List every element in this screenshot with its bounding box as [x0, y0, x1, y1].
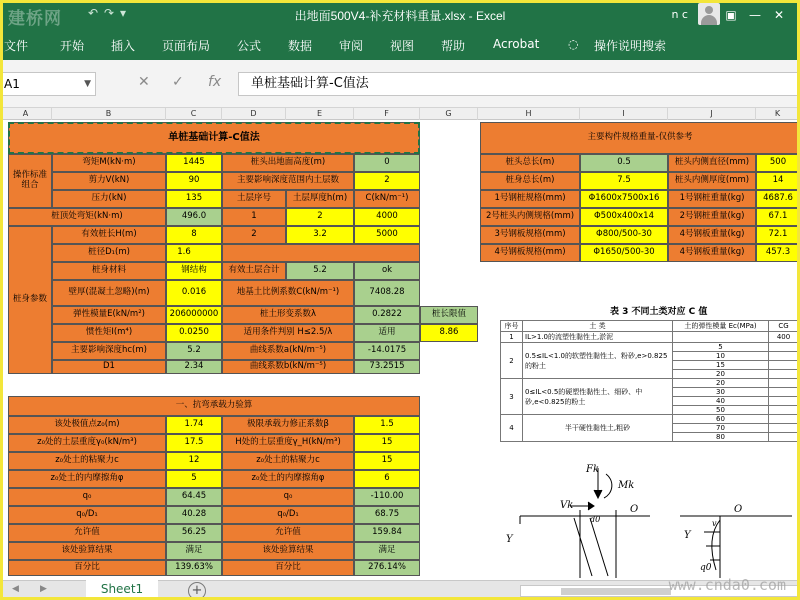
- curve-a-value[interactable]: -14.0175: [354, 342, 420, 360]
- watermark-logo: 建桥网: [8, 9, 62, 29]
- title-bar: [0, 0, 800, 30]
- inertia-value[interactable]: 0.0250: [166, 324, 222, 342]
- col-header-i[interactable]: I: [580, 108, 668, 120]
- redo-icon[interactable]: ↷: [104, 6, 115, 20]
- diagram-label-vk: Vk: [560, 500, 574, 511]
- gamma0-label[interactable]: z₀处的土层重度γ₀(kN/m³): [8, 434, 166, 452]
- rp-r1-b[interactable]: 0.5: [580, 154, 668, 172]
- close-icon[interactable]: ✕: [773, 8, 785, 22]
- window-title: 出地面500V4-补充材料重量.xlsx - Excel: [294, 9, 506, 23]
- top-moment-label[interactable]: 桩顶处弯矩(kN·m): [8, 208, 166, 226]
- inertia-label[interactable]: 惯性矩I(m⁴): [52, 324, 166, 342]
- rp-r4-b[interactable]: Φ500x400x14: [580, 208, 668, 226]
- cH-label[interactable]: z₀处土的粘聚力c: [222, 452, 354, 470]
- tab-page-layout[interactable]: 页面布局: [162, 39, 211, 53]
- phiH-label[interactable]: z₀处土的内摩擦角φ: [222, 470, 354, 488]
- add-sheet-icon[interactable]: +: [188, 582, 206, 600]
- deform-label[interactable]: 桩土形变系数λ: [222, 306, 354, 324]
- ribbon-display-icon[interactable]: ▣: [725, 8, 737, 22]
- tab-sheet1[interactable]: Sheet1: [86, 580, 158, 600]
- soil-row-val: 20: [673, 379, 769, 388]
- rp-r2-b[interactable]: 7.5: [580, 172, 668, 190]
- diam-value-text: 1.6: [177, 247, 191, 258]
- soil-row-no: 3: [501, 379, 523, 415]
- soil-row-val: [673, 332, 769, 343]
- tab-data[interactable]: 数据: [288, 39, 313, 53]
- col-header-f[interactable]: F: [354, 108, 420, 120]
- pct-value[interactable]: 139.63%: [166, 560, 222, 576]
- diagram-label-y2: Y: [684, 530, 691, 541]
- pile-height-value[interactable]: 0: [354, 154, 420, 172]
- qH-value[interactable]: -110.00: [354, 488, 420, 506]
- row2-seq[interactable]: 2: [222, 226, 286, 244]
- beta-label[interactable]: 极限承载力修正系数β: [222, 416, 354, 434]
- main-depth2-label[interactable]: 主要影响深度hc(m): [52, 342, 166, 360]
- diagram-label-o1: O: [630, 504, 639, 515]
- ground-c-label[interactable]: 地基土比例系数C(kN/m⁻¹): [222, 280, 354, 306]
- qD0-label[interactable]: q₀/D₁: [8, 506, 166, 524]
- res1-value[interactable]: 满足: [166, 542, 222, 560]
- d1-value[interactable]: 2.34: [166, 360, 222, 374]
- rp-r3-c[interactable]: 1号钢桩重量(kg): [668, 190, 756, 208]
- row2-c[interactable]: 5000: [354, 226, 420, 244]
- gammaH-label[interactable]: H处的土层重度γ_H(kN/m³): [222, 434, 354, 452]
- rp-r4-d[interactable]: 67.1: [756, 208, 800, 226]
- chevron-down-icon[interactable]: ▼: [84, 79, 91, 89]
- diam-value[interactable]: [166, 244, 222, 262]
- phi0-value[interactable]: 5: [166, 470, 222, 488]
- c0-value[interactable]: 12: [166, 452, 222, 470]
- material-value[interactable]: 钢结构: [166, 262, 222, 280]
- cond-label[interactable]: 适用条件判别 H≤2.5/λ: [222, 324, 354, 342]
- ribbon-tabs: [0, 30, 800, 60]
- q0-label[interactable]: q₀: [8, 488, 166, 506]
- soil-row-no: 4: [501, 415, 523, 442]
- rp-r6-a[interactable]: 4号钢板规格(mm): [480, 244, 580, 262]
- depth-zero-value[interactable]: 1.74: [166, 416, 222, 434]
- pile-height-label[interactable]: 桩头出地面高度(m): [222, 154, 354, 172]
- name-box-value: A1: [4, 77, 20, 91]
- qH-label[interactable]: q₀: [222, 488, 354, 506]
- formula-input[interactable]: 单桩基础计算-C值法: [238, 72, 800, 96]
- pct2-label[interactable]: 百分比: [222, 560, 354, 576]
- name-box[interactable]: [0, 72, 96, 96]
- soil-row-val: 70: [673, 424, 769, 433]
- pile-diagram-svg: [500, 458, 800, 580]
- col-header-h[interactable]: H: [478, 108, 580, 120]
- allow-value[interactable]: 56.25: [166, 524, 222, 542]
- rp-r3-a[interactable]: 1号钢桩规格(mm): [480, 190, 580, 208]
- moment-value[interactable]: 1445: [166, 154, 222, 172]
- pile-diagram-image: [500, 458, 800, 580]
- row2-thk[interactable]: 3.2: [286, 226, 354, 244]
- tab-view[interactable]: 视图: [390, 39, 415, 53]
- soil-row-type: IL>1.0的流塑性黏性土,淤泥: [523, 332, 673, 343]
- soil-row-val: 10: [673, 352, 769, 361]
- gammaH-value[interactable]: 15: [354, 434, 420, 452]
- soil-row-val: 20: [673, 370, 769, 379]
- soil-row-cg: 400: [769, 332, 799, 343]
- soil-thk-label[interactable]: 土层厚度h(m): [286, 190, 354, 208]
- minimize-icon[interactable]: —: [749, 8, 761, 22]
- main-depth-value[interactable]: 2: [354, 172, 420, 190]
- scroll-left-icon[interactable]: ◀: [12, 584, 19, 594]
- rp-r3-d[interactable]: 4687.6: [756, 190, 800, 208]
- col-header-e[interactable]: E: [286, 108, 354, 120]
- scrollbar-thumb[interactable]: [561, 588, 671, 595]
- top-moment-value[interactable]: 496.0: [166, 208, 222, 226]
- eff-total-label[interactable]: 有效土层合计: [222, 262, 286, 280]
- pressure-label[interactable]: 压力(kN): [52, 190, 166, 208]
- undo-icon[interactable]: ↶: [88, 6, 99, 20]
- res2-label[interactable]: 该处验算结果: [222, 542, 354, 560]
- pct-label[interactable]: 百分比: [8, 560, 166, 576]
- col-header-d[interactable]: D: [222, 108, 286, 120]
- tab-formulas[interactable]: 公式: [237, 39, 262, 53]
- allow2-label[interactable]: 允许值: [222, 524, 354, 542]
- phi0-label[interactable]: z₀处土的内摩擦角φ: [8, 470, 166, 488]
- allow2-value[interactable]: 159.84: [354, 524, 420, 542]
- col-header-k[interactable]: K: [756, 108, 800, 120]
- modulus-label[interactable]: 弹性模量E(kN/m²): [52, 306, 166, 324]
- diagram-label-fk: Fk: [586, 464, 599, 475]
- curve-b-value[interactable]: 73.2515: [354, 360, 420, 374]
- rp-r3-b[interactable]: Φ1600x7500x16: [580, 190, 668, 208]
- allow-label[interactable]: 允许值: [8, 524, 166, 542]
- soil-row-type: 半干硬性黏性土,粗砂: [523, 415, 673, 442]
- rp-r4-a[interactable]: 2号桩头内侧规格(mm): [480, 208, 580, 226]
- soil-row-val: 15: [673, 361, 769, 370]
- main-depth2-value[interactable]: 5.2: [166, 342, 222, 360]
- diagram-label-o2: O: [734, 504, 743, 515]
- modulus-value[interactable]: 206000000: [166, 306, 222, 324]
- soil-table-header: 土 类: [523, 321, 673, 332]
- soil-row-no: 2: [501, 343, 523, 379]
- eff-len-value[interactable]: 8: [166, 226, 222, 244]
- soil-row-no: 1: [501, 332, 523, 343]
- soil-table-caption: 表 3 不同土类对应 C 值: [610, 307, 708, 317]
- column-headers: [0, 108, 800, 120]
- insert-function-icon[interactable]: fx: [208, 74, 222, 90]
- moment-label[interactable]: 弯矩M(kN·m): [52, 154, 166, 172]
- col-header-a[interactable]: A: [0, 108, 52, 120]
- col-header-c[interactable]: C: [166, 108, 222, 120]
- row1-c[interactable]: 4000: [354, 208, 420, 226]
- tab-review[interactable]: 审阅: [339, 39, 364, 53]
- blank-orange-cell[interactable]: [222, 244, 420, 262]
- tab-insert[interactable]: 插入: [111, 39, 136, 53]
- main-depth-label[interactable]: 主要影响深度范围内土层数: [222, 172, 354, 190]
- soil-table: [500, 320, 799, 442]
- rp-r2-c[interactable]: 桩头内侧厚度(mm): [668, 172, 756, 190]
- formula-bar: [0, 60, 800, 108]
- tell-me-search[interactable]: 操作说明搜索: [594, 39, 667, 53]
- rp-r5-d[interactable]: 72.1: [756, 226, 800, 244]
- q0-value[interactable]: 64.45: [166, 488, 222, 506]
- cond-value[interactable]: 适用: [354, 324, 420, 342]
- depth-zero-label[interactable]: 该处极值点z₀(m): [8, 416, 166, 434]
- eff-status[interactable]: ok: [354, 262, 420, 280]
- confirm-icon[interactable]: ✓: [172, 74, 184, 90]
- rp-r4-c[interactable]: 2号钢桩重量(kg): [668, 208, 756, 226]
- soil-seq-label[interactable]: 土层序号: [222, 190, 286, 208]
- shear-label[interactable]: 剪力V(kN): [52, 172, 166, 190]
- d1-label[interactable]: D1: [52, 360, 166, 374]
- cH-value[interactable]: 15: [354, 452, 420, 470]
- soil-row-val: 40: [673, 397, 769, 406]
- col-header-b[interactable]: B: [52, 108, 166, 120]
- soil-table-header: CG: [769, 321, 799, 332]
- soil-row-val: 30: [673, 388, 769, 397]
- avatar[interactable]: [698, 3, 720, 25]
- gamma0-value[interactable]: 17.5: [166, 434, 222, 452]
- soil-row-val: 50: [673, 406, 769, 415]
- diagram-label-mk: Mk: [618, 480, 635, 491]
- watermark-text: www.cnda0.com: [668, 576, 786, 594]
- pressure-value[interactable]: 135: [166, 190, 222, 208]
- diagram-label-y1: Y: [506, 534, 513, 545]
- qDH-label[interactable]: q₀/D₁: [222, 506, 354, 524]
- rp-r6-d[interactable]: 457.3: [756, 244, 800, 262]
- rp-r5-b[interactable]: Φ800/500-30: [580, 226, 668, 244]
- rp-r1-a[interactable]: 桩头总长(m): [480, 154, 580, 172]
- phiH-value[interactable]: 6: [354, 470, 420, 488]
- right-panel-title[interactable]: 主要构件规格重量-仅供参考: [480, 122, 800, 154]
- diagram-label-q0: q0: [700, 563, 712, 573]
- worksheet-grid[interactable]: [0, 108, 800, 580]
- col-header-g[interactable]: G: [420, 108, 478, 120]
- soil-row-val: 60: [673, 415, 769, 424]
- row1-thk[interactable]: 2: [286, 208, 354, 226]
- rp-r1-d[interactable]: 500: [756, 154, 800, 172]
- pile-params-cell[interactable]: 桩身参数: [8, 226, 52, 374]
- cond-number[interactable]: 8.86: [420, 324, 478, 342]
- wall-value[interactable]: 0.016: [166, 280, 222, 306]
- curve-a-label[interactable]: 曲线系数a(kN/m⁻⁵): [222, 342, 354, 360]
- ground-c-value[interactable]: 7408.28: [354, 280, 420, 306]
- c0-label[interactable]: z₀处土的粘聚力c: [8, 452, 166, 470]
- rp-r6-c[interactable]: 4号钢板重量(kg): [668, 244, 756, 262]
- c-label[interactable]: C(kN/m⁻¹): [354, 190, 420, 208]
- soil-table-header: 土的弹性模量 Ec(MPa): [673, 321, 769, 332]
- tab-home[interactable]: 开始: [60, 39, 85, 53]
- tab-acrobat[interactable]: Acrobat: [493, 37, 540, 51]
- sheet-title-cell[interactable]: 单桩基础计算-C值法: [8, 122, 420, 154]
- diagram-label-v: v: [712, 519, 717, 528]
- shear-value[interactable]: 90: [166, 172, 222, 190]
- rp-r1-c[interactable]: 桩头内侧直径(mm): [668, 154, 756, 172]
- soil-row-type: 0.5≤IL<1.0的软塑性黏性土、粉砂,e>0.825的粉土: [523, 343, 673, 379]
- diam-label[interactable]: 桩径D₁(m): [52, 244, 166, 262]
- tab-file[interactable]: 文件: [4, 39, 29, 53]
- scroll-right-icon[interactable]: ▶: [40, 584, 47, 594]
- soil-row-type: 0≤IL<0.5的硬塑性黏性土、细砂、中砂,e<0.825的粉土: [523, 379, 673, 415]
- rp-r6-b[interactable]: Φ1650/500-30: [580, 244, 668, 262]
- eff-len-label[interactable]: 有效桩长H(m): [52, 226, 166, 244]
- rp-r2-d[interactable]: 14: [756, 172, 800, 190]
- load-group-cell[interactable]: 操作标准组合: [8, 154, 52, 208]
- cancel-icon[interactable]: ✕: [138, 74, 150, 90]
- qD0-value[interactable]: 40.28: [166, 506, 222, 524]
- soil-row-val: 5: [673, 343, 769, 352]
- wall-label[interactable]: 壁厚(混凝土忽略)(m): [52, 280, 166, 306]
- soil-table-header: 序号: [501, 321, 523, 332]
- qDH-value[interactable]: 68.75: [354, 506, 420, 524]
- soil-row-val: 80: [673, 433, 769, 442]
- pile-limit-label[interactable]: 桩长限值: [420, 306, 478, 324]
- quick-access-dropdown-icon[interactable]: ▾: [120, 6, 127, 20]
- row1-seq[interactable]: 1: [222, 208, 286, 226]
- res1-label[interactable]: 该处验算结果: [8, 542, 166, 560]
- lightbulb-icon: ◌: [568, 37, 579, 51]
- eff-total-value[interactable]: 5.2: [286, 262, 354, 280]
- deform-value[interactable]: 0.2822: [354, 306, 420, 324]
- beta-value[interactable]: 1.5: [354, 416, 420, 434]
- curve-b-label[interactable]: 曲线系数b(kN/m⁻⁵): [222, 360, 354, 374]
- tab-help[interactable]: 帮助: [441, 39, 466, 53]
- section1-title[interactable]: 一、抗弯承载力验算: [8, 396, 420, 416]
- rp-r5-c[interactable]: 4号钢板重量(kg): [668, 226, 756, 244]
- rp-r5-a[interactable]: 3号钢板规格(mm): [480, 226, 580, 244]
- col-header-j[interactable]: J: [668, 108, 756, 120]
- pct2-value[interactable]: 276.14%: [354, 560, 420, 576]
- rp-r2-a[interactable]: 桩身总长(m): [480, 172, 580, 190]
- diagram-label-d0: d0: [590, 515, 601, 524]
- material-label[interactable]: 桩身材料: [52, 262, 166, 280]
- res2-value[interactable]: 满足: [354, 542, 420, 560]
- user-name[interactable]: n c: [671, 8, 688, 21]
